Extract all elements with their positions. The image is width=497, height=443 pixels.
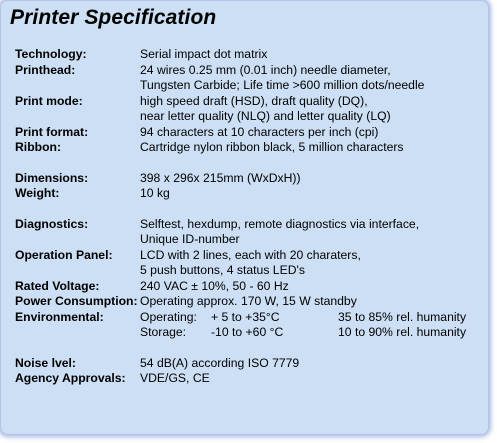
spec-value bbox=[140, 248, 485, 279]
page-title: Printer Specification bbox=[10, 6, 217, 29]
env-humidity-range: 10 to 90% rel. humanity bbox=[338, 325, 467, 339]
spec-value bbox=[140, 217, 485, 248]
spec-row-rated-voltage bbox=[15, 279, 485, 295]
spec-row-diagnostics bbox=[15, 217, 485, 248]
spec-value: Cartridge nylon ribbon black, 5 million characters bbox=[140, 140, 404, 154]
spec-value: 94 characters at 10 characters per inch (cpi) bbox=[140, 124, 379, 139]
spec-value: 10 kg bbox=[140, 186, 170, 200]
spec-value-line: LCD with 2 lines, each with 20 charaters, bbox=[140, 247, 361, 262]
spec-label: Rated Voltage: bbox=[15, 278, 100, 293]
spec-label: Noise lvel: bbox=[15, 355, 76, 370]
env-condition-label: Operating: bbox=[140, 309, 197, 324]
spec-label: Environmental: bbox=[15, 309, 104, 324]
spec-value: 398 x 296x 215mm (WxDxH)) bbox=[140, 170, 301, 185]
spec-label: Technology: bbox=[15, 47, 87, 61]
spec-value: 240 VAC ± 10%, 50 - 60 Hz bbox=[140, 278, 289, 293]
spec-row-print-format bbox=[15, 125, 485, 141]
spec-value-line: 5 push buttons, 4 status LED's bbox=[140, 263, 305, 277]
spec-value: 54 dB(A) according ISO 7779 bbox=[140, 355, 300, 370]
spec-label: Printhead: bbox=[15, 62, 76, 77]
spec-label: Agency Approvals: bbox=[15, 371, 126, 385]
spec-label: Ribbon: bbox=[15, 140, 62, 154]
spec-value-line: high speed draft (HSD), draft quality (DQ), bbox=[140, 93, 368, 108]
spec-row-print-mode bbox=[15, 94, 485, 125]
spec-label: Weight: bbox=[15, 186, 60, 200]
env-temperature-range: -10 to +60 °C bbox=[211, 325, 284, 339]
spec-row-technology bbox=[15, 47, 485, 63]
spec-value bbox=[140, 94, 485, 125]
spec-value-line: 24 wires 0.25 mm (0.01 inch) needle diameter, bbox=[140, 62, 391, 77]
env-condition-label: Storage: bbox=[140, 325, 187, 339]
environmental-operating-line bbox=[140, 310, 485, 326]
spec-row-dimensions bbox=[15, 171, 485, 187]
spec-row-operation-panel bbox=[15, 248, 485, 279]
spec-row-agency-approvals bbox=[15, 371, 485, 387]
spec-label: Operation Panel: bbox=[15, 247, 113, 262]
spec-value: Serial impact dot matrix bbox=[140, 47, 268, 61]
spec-value: VDE/GS, CE bbox=[140, 371, 210, 385]
spec-value-line: Unique ID-number bbox=[140, 232, 240, 246]
spec-label: Dimensions: bbox=[15, 170, 89, 185]
env-humidity-range: 35 to 85% rel. humanity bbox=[338, 309, 467, 324]
spec-value bbox=[140, 63, 485, 94]
spec-row-environmental bbox=[15, 310, 485, 341]
spec-value bbox=[140, 310, 485, 341]
spec-row-noise-level bbox=[15, 356, 485, 372]
spec-value-line: near letter quality (NLQ) and letter quality (LQ) bbox=[140, 109, 391, 123]
spec-list bbox=[15, 47, 485, 387]
spec-label: Diagnostics: bbox=[15, 216, 89, 231]
spec-value-line: Tungsten Carbide; Life time >600 million dots/needle bbox=[140, 78, 425, 92]
environmental-storage-line bbox=[140, 325, 485, 341]
spec-row-printhead bbox=[15, 63, 485, 94]
spec-label: Print format: bbox=[15, 124, 89, 139]
spec-value-line: Selftest, hexdump, remote diagnostics via interface, bbox=[140, 216, 420, 231]
spec-label: Print mode: bbox=[15, 93, 83, 108]
spec-row-power-consumption bbox=[15, 294, 485, 310]
spec-row-weight bbox=[15, 186, 485, 202]
spec-label: Power Consumption: bbox=[15, 294, 138, 308]
specification-card bbox=[1, 1, 488, 434]
env-temperature-range: + 5 to +35°C bbox=[211, 309, 280, 324]
spec-row-ribbon bbox=[15, 140, 485, 156]
spec-value: Operating approx. 170 W, 15 W standby bbox=[140, 294, 357, 308]
